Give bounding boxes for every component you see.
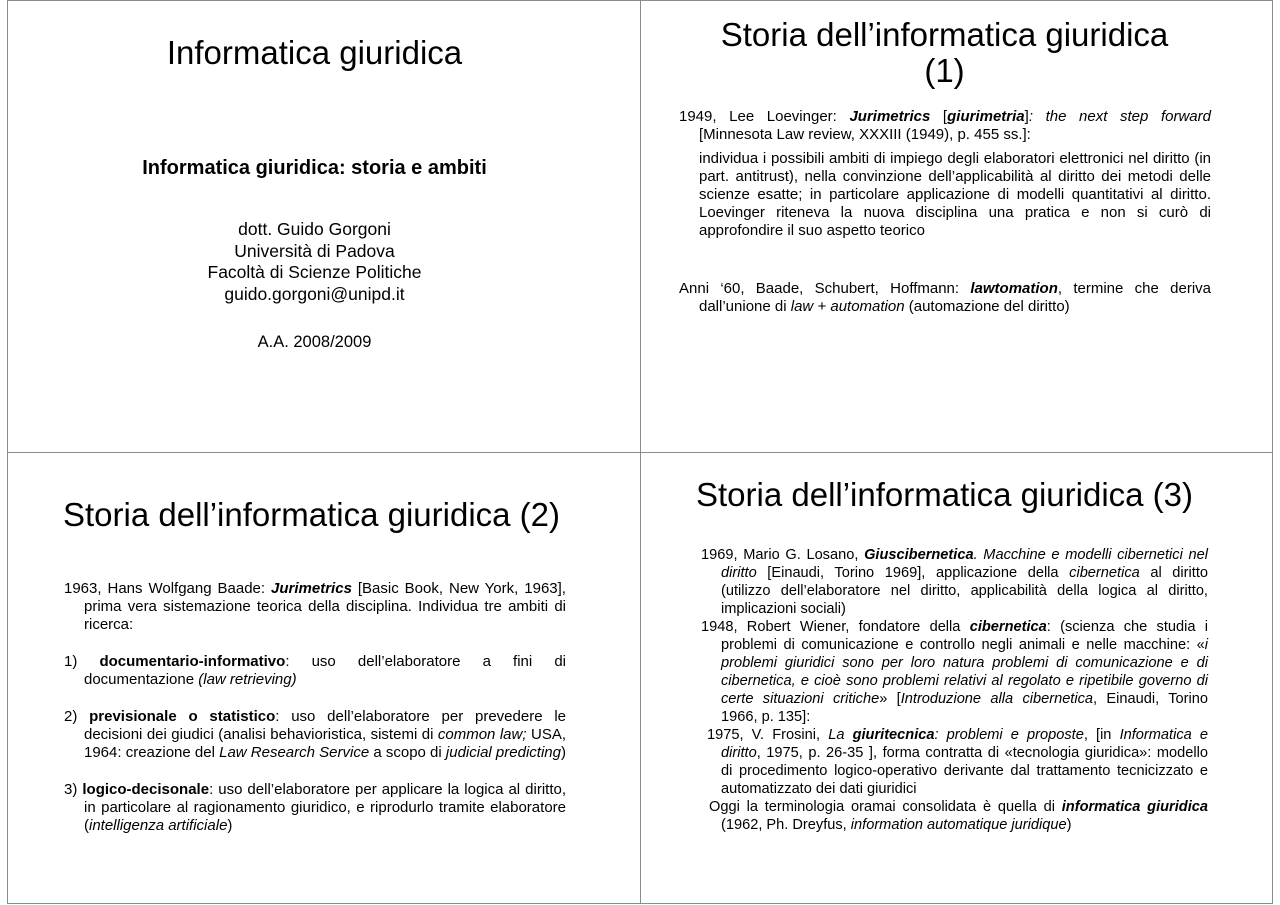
text-run: Informatica e diritto <box>721 727 1208 761</box>
text-run: Giuscibernetica <box>864 547 974 563</box>
text-run: information automatique juridique <box>850 817 1067 833</box>
text-run: Anni ‘60, Baade, Schubert, Hoffmann: <box>679 280 971 297</box>
list-item-2 <box>64 708 566 762</box>
text-run: cibernetica <box>1069 565 1140 581</box>
text-run: intelligenza artificiale <box>89 817 228 834</box>
text-run: Introduzione alla cibernetica <box>900 691 1094 707</box>
text-run: La <box>828 727 853 743</box>
text-run: common law; <box>437 726 527 743</box>
text-run: : uso dell’elaboratore a fini di documentazione <box>84 653 566 688</box>
text-run: 1969, Mario G. Losano, <box>701 547 865 563</box>
text-run: : the next step forward <box>1028 108 1211 125</box>
text-run: : (scienza che studia i problemi di comunicazione e controllo negli animali e nelle macchine: « <box>721 619 1208 653</box>
author-name: dott. Guido Gorgoni <box>238 219 391 239</box>
text-run: [ <box>930 108 948 125</box>
slide-title <box>641 17 1248 89</box>
paragraph-wiener <box>701 618 1208 726</box>
text-run: , termine che deriva dall’unione di <box>699 280 1212 315</box>
text-run: USA, 1964: creazione del <box>84 726 567 761</box>
text-run: (law retrieving) <box>198 671 297 688</box>
text-run: . Macchine e modelli cibernetici nel diritto <box>721 547 1208 581</box>
text-run: logico-decisonale <box>82 781 210 798</box>
slide-body <box>701 546 1208 834</box>
text-run: [Basic Book, New York, 1963], prima vera sistemazione teorica della disciplina. Individua tre ambiti di ricerca: <box>84 580 566 633</box>
slide-2 <box>640 0 1273 453</box>
text-run: , 1975, p. 26-35 ], forma contratta di «tecnologia giuridica»: modello di procedimento logico-operativo derivante dal trattamento tecnicizzato e automatizzato dei dati giuridici <box>721 745 1208 797</box>
paragraph-baade <box>64 580 566 634</box>
text-run: 1963, Hans Wolfgang Baade: <box>64 580 272 597</box>
slide-1 <box>7 0 641 453</box>
paragraph-description: individua i possibili ambiti di impiego degli elaboratori elettronici nel diritto (in part. antitrust), nella convinzione dell’applicabilità al diritto dei metodi delle scienze esatte; in particolare applicazione di modelli quantitativi al diritto. Loevinger riteneva la nuova disciplina una pratica e non si curò di approfondire il suo aspetto teorico <box>699 150 1211 239</box>
text-run: , Einaudi, Torino 1966, p. 135]: <box>721 691 1208 725</box>
paragraph-loevinger <box>679 108 1211 144</box>
slide-body <box>679 108 1211 316</box>
text-run: 1948, Robert Wiener, fondatore della <box>701 619 970 635</box>
text-run: [Minnesota Law review, XXXIII (1949), p. 455 ss.]: <box>699 126 1031 143</box>
text-run: ) <box>227 817 233 834</box>
slide-body <box>64 580 566 835</box>
text-run: 1949, Lee Loevinger: <box>679 108 850 125</box>
list-item-3 <box>64 781 566 835</box>
slide-title: Informatica giuridica <box>166 34 463 71</box>
text-run: : problemi e proposte <box>934 727 1084 743</box>
text-run: 1975, V. Frosini, <box>707 727 829 743</box>
list-item-1 <box>64 653 566 689</box>
text-run: documentario-informativo <box>99 653 286 670</box>
university: Università di Padova <box>234 240 395 261</box>
text-run: Oggi la terminologia oramai consolidata è quella di <box>709 799 1062 815</box>
text-run: » [ <box>879 691 901 707</box>
slide-title-line-1: Storia dell’informatica giuridica <box>720 16 1169 53</box>
text-run: ] <box>1024 108 1029 125</box>
text-run: : uso dell’elaboratore per prevedere le decisioni dei giudici (analisi behavioristica, sistemi di <box>84 708 566 743</box>
text-run: i problemi giuridici sono per loro natura problemi di comunicazione e di cibernetica, e cioè sono problemi relativi al regolato e ripetibile governo di certe situazioni critiche <box>721 637 1208 707</box>
paragraph-oggi <box>701 798 1208 834</box>
paragraph-lawtomation <box>679 280 1211 316</box>
text-run: ) <box>1066 817 1072 833</box>
slide-4 <box>640 452 1273 904</box>
text-run: ) <box>560 744 566 761</box>
paragraph-frosini <box>701 726 1208 798</box>
email: guido.gorgoni@unipd.it <box>224 283 405 304</box>
text-run: law + automation <box>790 298 905 315</box>
text-run: cibernetica <box>969 619 1047 635</box>
author-block <box>8 219 621 305</box>
text-run: Law Research Service <box>219 744 370 761</box>
document-page <box>7 0 1273 904</box>
text-run: giurimetria <box>947 108 1025 125</box>
academic-year: A.A. 2008/2009 <box>257 333 372 351</box>
text-run: Jurimetrics <box>271 580 352 597</box>
text-run: 1) <box>64 653 100 670</box>
text-run: Jurimetrics <box>849 108 931 125</box>
slide-title-line-2: (1) <box>924 52 965 89</box>
slide-title: Storia dell’informatica giuridica (3) <box>695 476 1194 513</box>
text-run: a scopo di <box>369 744 446 761</box>
text-run: (automazione del diritto) <box>904 298 1070 315</box>
text-run: judicial predicting <box>445 744 561 761</box>
text-run: previsionale o statistico <box>89 708 276 725</box>
text-run: : uso dell’elaboratore per applicare la logica al diritto, in particolare al ragionamento giuridico, e riprodurlo tramite elaboratore ( <box>84 781 566 834</box>
text-run: 2) <box>64 708 90 725</box>
text-run: giuritecnica <box>852 727 935 743</box>
faculty: Facoltà di Scienze Politiche <box>207 262 422 282</box>
text-run: [Einaudi, Torino 1969], applicazione della <box>756 565 1070 581</box>
slide-3 <box>7 452 641 904</box>
text-run: lawtomation <box>970 280 1058 297</box>
paragraph-losano <box>701 546 1208 618</box>
text-run: 3) <box>64 781 83 798</box>
text-run: (1962, Ph. Dreyfus, <box>721 817 851 833</box>
text-run: al diritto (utilizzo dell’elaboratore nel diritto, applicabilità della logica al diritto, implicazioni sociali) <box>721 565 1208 617</box>
text-run: , [in <box>1083 727 1120 743</box>
text-run: informatica giuridica <box>1061 799 1208 815</box>
slide-subtitle: Informatica giuridica: storia e ambiti <box>142 157 487 179</box>
slide-title: Storia dell’informatica giuridica (2) <box>62 496 561 533</box>
